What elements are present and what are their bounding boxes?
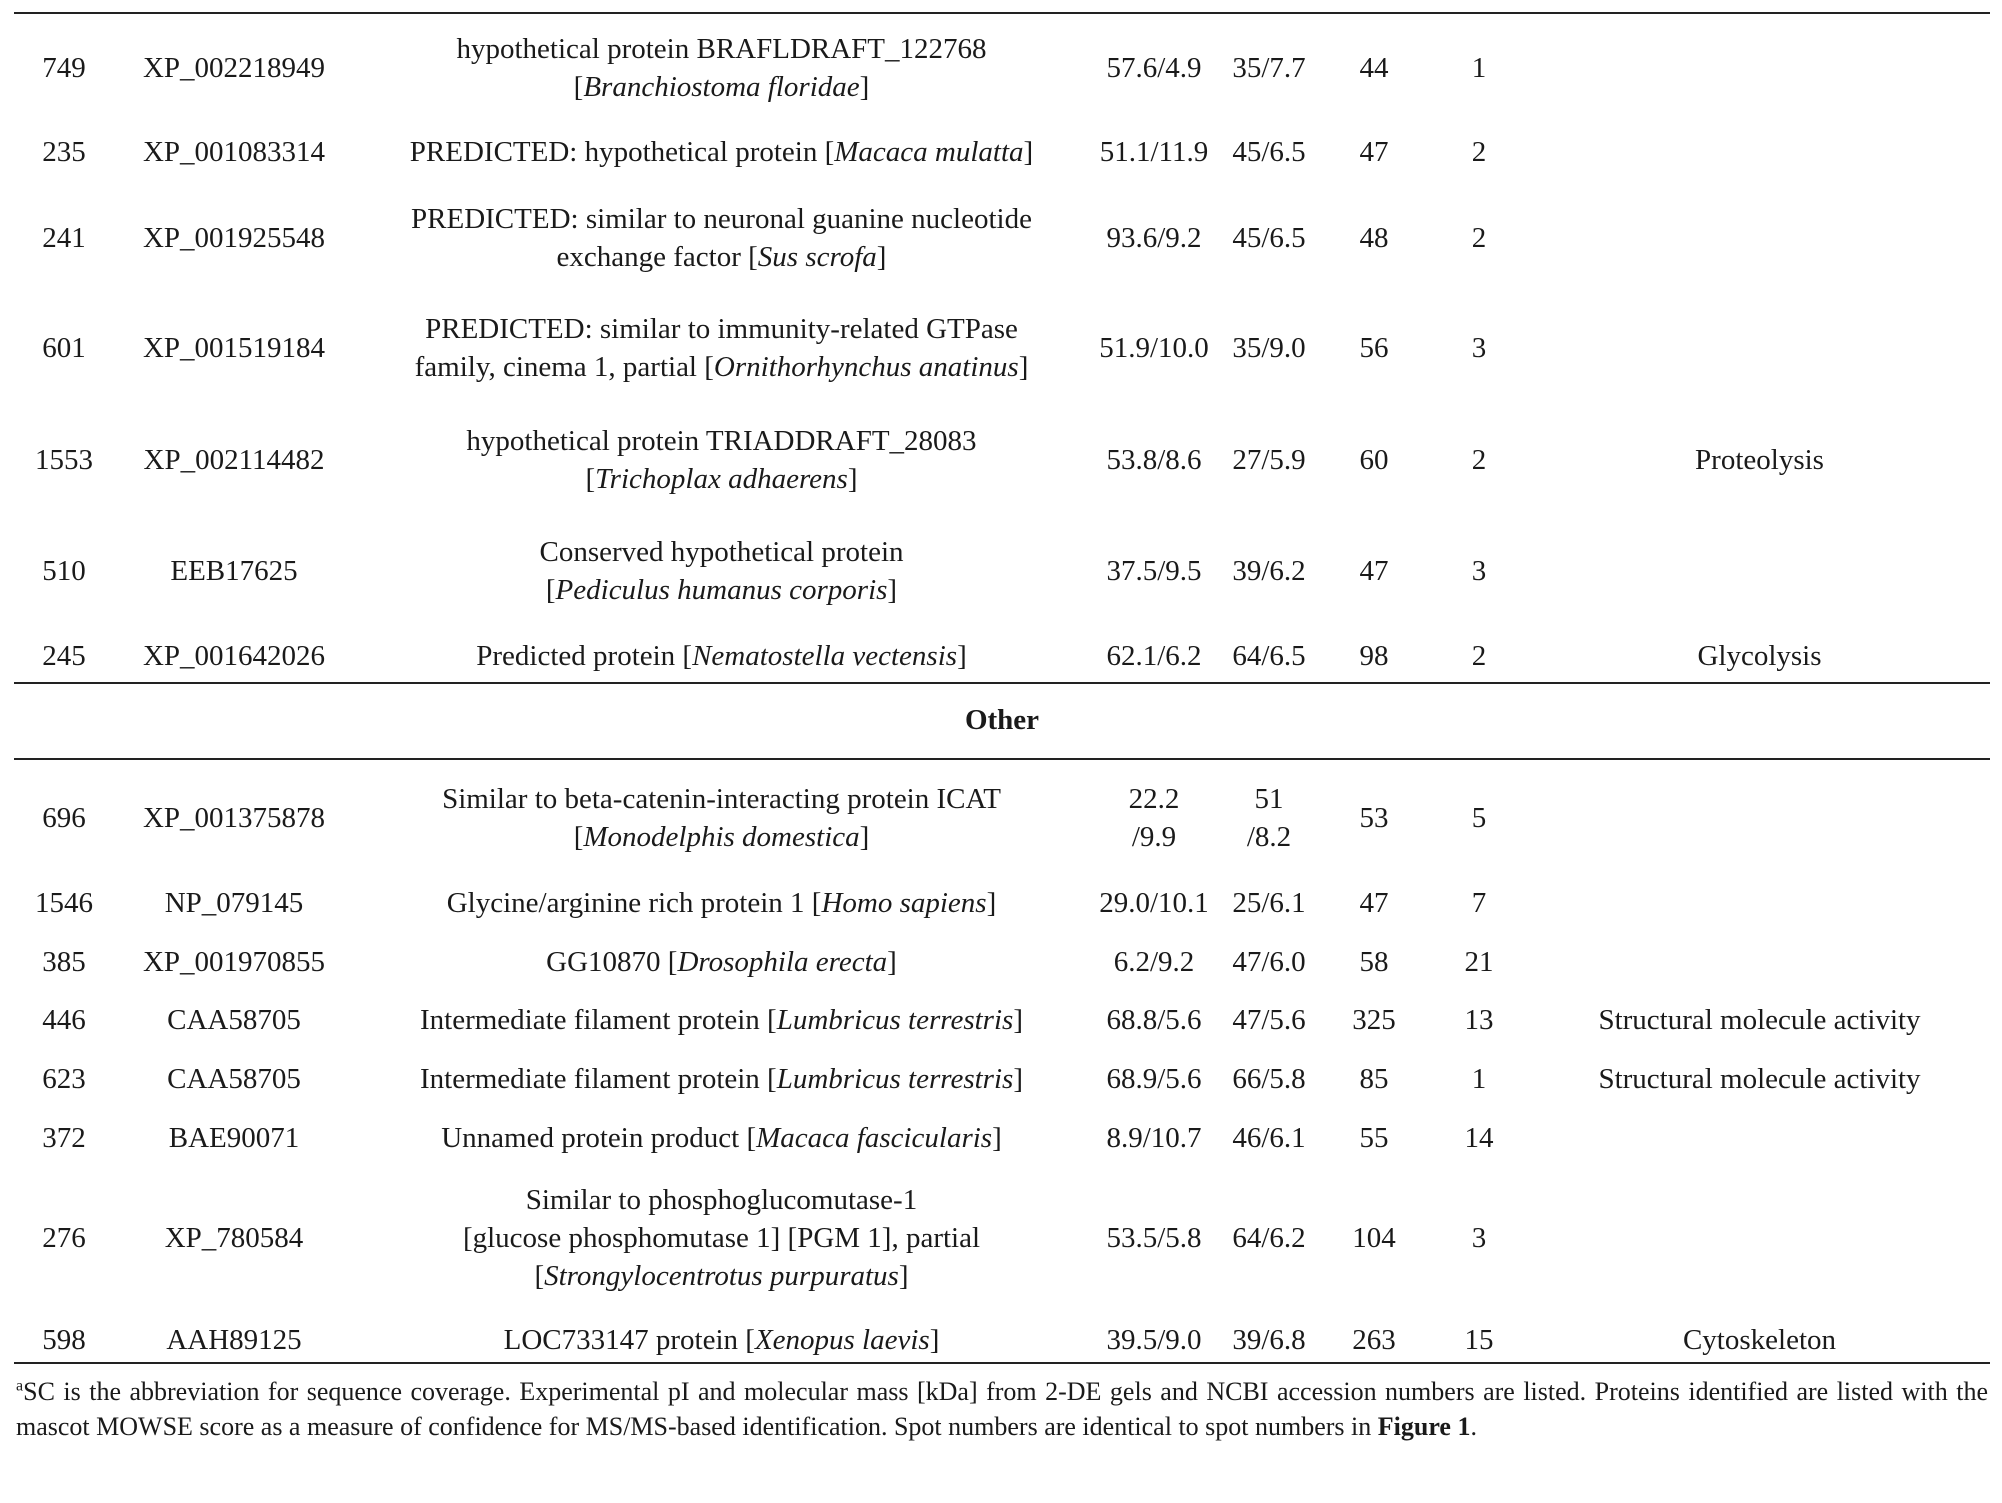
sequence-coverage: 5 (1471, 802, 1487, 834)
protein-name-line (415, 310, 1029, 348)
table-row (14, 28, 1990, 108)
protein-name-line (456, 30, 986, 68)
protein-name-text: [glucose phosphomutase 1] [PGM 1], partial (462, 1222, 981, 1254)
experimental-mw-pi: 51.9/10.0 (1099, 332, 1209, 364)
mowse-score: 53 (1359, 802, 1389, 834)
spot-number: 276 (42, 1222, 86, 1254)
theoretical-mw-pi-lines (1247, 780, 1291, 856)
function-category: Proteolysis (1695, 444, 1824, 476)
experimental-mw-pi-line: /9.9 (1131, 821, 1177, 853)
theoretical-mw-pi: 45/6.5 (1232, 136, 1306, 168)
protein-name-cell (354, 1315, 1089, 1365)
protein-name-cell (354, 1113, 1089, 1163)
section-rule-bottom (14, 758, 1990, 760)
experimental-mw-pi: 53.8/8.6 (1106, 444, 1202, 476)
protein-name-text: ] (887, 946, 897, 978)
protein-name-cell (354, 308, 1089, 388)
protein-name-text: ] (1013, 1004, 1023, 1036)
protein-name-cell (354, 631, 1089, 681)
function-category (1529, 122, 1990, 182)
mowse-score: 48 (1359, 222, 1389, 254)
spot-number: 598 (42, 1324, 86, 1356)
function-category (1529, 531, 1990, 611)
sequence-coverage: 2 (1471, 136, 1487, 168)
protein-name-text: PREDICTED: hypothetical protein [ (409, 136, 835, 168)
accession-number: AAH89125 (166, 1324, 302, 1356)
theoretical-mw-pi: 45/6.5 (1232, 222, 1306, 254)
table-row (14, 1113, 1990, 1163)
protein-name-line (466, 422, 976, 460)
experimental-mw-pi: 8.9/10.7 (1106, 1122, 1202, 1154)
function-category: Glycolysis (1697, 640, 1822, 672)
accession-number: XP_001519184 (142, 332, 326, 364)
protein-name-line (442, 818, 1001, 856)
table-row (14, 1183, 1990, 1293)
function-category: Structural molecule activity (1598, 1004, 1921, 1036)
experimental-mw-pi: 6.2/9.2 (1113, 946, 1195, 978)
sequence-coverage: 3 (1471, 1222, 1487, 1254)
protein-name-text: GG10870 [ (546, 946, 678, 978)
accession-number: XP_001642026 (142, 640, 326, 672)
protein-name-line (463, 1219, 980, 1257)
sequence-coverage: 13 (1464, 1004, 1494, 1036)
protein-name-text: Intermediate filament protein [ (420, 1063, 777, 1095)
theoretical-mw-pi: 39/6.2 (1232, 555, 1306, 587)
protein-name-text: ] (847, 463, 858, 495)
protein-name-line (420, 1001, 1023, 1039)
protein-name (456, 30, 986, 106)
protein-name-text: [ (534, 1260, 545, 1292)
mowse-score: 47 (1359, 555, 1389, 587)
protein-name-text: ] (859, 821, 870, 853)
species-name: Strongylocentrotus purpuratus (544, 1260, 899, 1292)
protein-name-text: [ (573, 821, 584, 853)
accession-number: BAE90071 (168, 1122, 300, 1154)
protein-name-text: Intermediate filament protein [ (420, 1004, 777, 1036)
mowse-score: 60 (1359, 444, 1389, 476)
protein-name-cell (354, 420, 1089, 500)
protein-name-text: ] (1018, 351, 1029, 383)
accession-number: XP_001925548 (142, 222, 326, 254)
protein-name (504, 1321, 940, 1359)
protein-name (546, 943, 897, 981)
theoretical-mw-pi-line: /8.2 (1246, 821, 1292, 853)
accession-number: XP_002218949 (142, 52, 326, 84)
protein-name (466, 422, 976, 498)
accession-number: CAA58705 (167, 1004, 301, 1036)
theoretical-mw-pi: 47/6.0 (1232, 946, 1306, 978)
theoretical-mw-pi: 35/9.0 (1232, 332, 1306, 364)
protein-name-text: ] (1013, 1063, 1023, 1095)
species-name: Macaca mulatta (834, 136, 1024, 168)
protein-name (447, 884, 997, 922)
protein-name-text: exchange factor [ (556, 241, 758, 273)
protein-name-text: PREDICTED: similar to neuronal guanine nucleotide (411, 203, 1032, 235)
footnote-text: SC is the abbreviation for sequence coverage. Experimental pI and molecular mass [kDa] from 2-DE gels and NCBI accession numbers are listed. Proteins identified are listed with the mascot MOWSE score as a measure of confidence for MS/MS-based identification. Spot numbers are identical to spot numbers in (16, 1377, 1988, 1441)
accession-number: CAA58705 (167, 1063, 301, 1095)
sequence-coverage: 2 (1471, 444, 1487, 476)
protein-name-line (504, 1321, 940, 1359)
species-name: Monodelphis domestica (583, 821, 860, 853)
mowse-score: 263 (1352, 1324, 1396, 1356)
protein-name-cell (354, 122, 1089, 182)
protein-name-text: [ (545, 574, 556, 606)
mowse-score: 98 (1359, 640, 1389, 672)
footnote-marker: a (16, 1377, 24, 1395)
species-name: Sus scrofa (757, 241, 877, 273)
protein-name-line (442, 780, 1001, 818)
protein-name-text: [ (585, 463, 596, 495)
function-category: Structural molecule activity (1598, 1063, 1921, 1095)
theoretical-mw-pi-line: 51 (1254, 783, 1284, 815)
theoretical-mw-pi: 64/6.2 (1232, 1222, 1306, 1254)
spot-number: 1553 (35, 444, 93, 476)
accession-number: XP_001970855 (142, 946, 326, 978)
protein-name-line (456, 68, 986, 106)
protein-name-text: Conserved hypothetical protein (539, 536, 904, 568)
table-row (14, 1315, 1990, 1365)
protein-name (539, 533, 903, 609)
accession-number: XP_001083314 (142, 136, 326, 168)
experimental-mw-pi (1089, 778, 1219, 858)
protein-name-line (476, 637, 966, 675)
protein-name-text: LOC733147 protein [ (503, 1324, 755, 1356)
theoretical-mw-pi: 64/6.5 (1232, 640, 1306, 672)
protein-name-text: Similar to phosphoglucomutase-1 (525, 1184, 918, 1216)
protein-name-text: Glycine/arginine rich protein 1 [ (446, 887, 822, 919)
protein-name (476, 637, 966, 675)
table-row (14, 778, 1990, 858)
experimental-mw-pi: 39.5/9.0 (1106, 1324, 1202, 1356)
sequence-coverage: 1 (1471, 1063, 1487, 1095)
spot-number: 372 (42, 1122, 86, 1154)
protein-name-line (411, 238, 1032, 276)
mowse-score: 47 (1359, 887, 1389, 919)
sequence-coverage: 7 (1471, 887, 1487, 919)
function-category (1529, 778, 1990, 858)
experimental-mw-pi: 93.6/9.2 (1106, 222, 1202, 254)
experimental-mw-pi: 62.1/6.2 (1106, 640, 1202, 672)
table-row (14, 1054, 1990, 1104)
protein-name-line (411, 200, 1032, 238)
species-name: Branchiostoma floridae (583, 71, 860, 103)
sequence-coverage: 2 (1471, 222, 1487, 254)
protein-name-cell (354, 28, 1089, 108)
function-category (1529, 1113, 1990, 1163)
table-row (14, 308, 1990, 388)
spot-number: 245 (42, 640, 86, 672)
mowse-score: 44 (1359, 52, 1389, 84)
mowse-score: 47 (1359, 136, 1389, 168)
protein-name-line (463, 1181, 980, 1219)
table-row (14, 198, 1990, 278)
protein-name (442, 780, 1001, 856)
accession-number: EEB17625 (170, 555, 298, 587)
mowse-score: 55 (1359, 1122, 1389, 1154)
theoretical-mw-pi (1219, 778, 1319, 858)
protein-name-cell (354, 937, 1089, 987)
spot-number: 1546 (35, 887, 93, 919)
spot-number: 510 (42, 555, 86, 587)
section-rule-top (14, 682, 1990, 684)
function-category (1529, 308, 1990, 388)
function-category (1529, 198, 1990, 278)
species-name: Xenopus laevis (754, 1324, 930, 1356)
sequence-coverage: 1 (1471, 52, 1487, 84)
protein-name-text: ] (929, 1324, 940, 1356)
protein-name-cell (354, 995, 1089, 1045)
protein-name-cell (354, 778, 1089, 858)
protein-name-cell (354, 1183, 1089, 1293)
protein-name-line (415, 348, 1029, 386)
protein-name-line (447, 884, 997, 922)
protein-name-text: ] (898, 1260, 909, 1292)
bottom-rule (14, 1362, 1990, 1364)
protein-name-line (539, 533, 903, 571)
species-name: Macaca fascicularis (756, 1122, 993, 1154)
sequence-coverage: 14 (1464, 1122, 1494, 1154)
species-name: Ornithorhynchus anatinus (713, 351, 1019, 383)
protein-name-text: Predicted protein [ (476, 640, 693, 672)
protein-name-cell (354, 198, 1089, 278)
accession-number: XP_001375878 (142, 802, 326, 834)
mowse-score: 58 (1359, 946, 1389, 978)
protein-name (415, 310, 1029, 386)
protein-name-line (466, 460, 976, 498)
table-row (14, 531, 1990, 611)
species-name: Drosophila erecta (677, 946, 888, 978)
protein-name-cell (354, 1054, 1089, 1104)
protein-name (420, 1001, 1023, 1039)
table-row (14, 878, 1990, 928)
sequence-coverage: 3 (1471, 555, 1487, 587)
protein-name-line (539, 571, 903, 609)
protein-name-text: ] (986, 887, 997, 919)
table-row (14, 937, 1990, 987)
spot-number: 241 (42, 222, 86, 254)
protein-name (411, 200, 1032, 276)
protein-name-text: Unnamed protein product [ (441, 1122, 757, 1154)
experimental-mw-pi: 68.9/5.6 (1106, 1063, 1202, 1095)
table-row (14, 631, 1990, 681)
sequence-coverage: 3 (1471, 332, 1487, 364)
theoretical-mw-pi: 27/5.9 (1232, 444, 1306, 476)
protein-name-text: ] (992, 1122, 1002, 1154)
table-row (14, 122, 1990, 182)
protein-name-line (420, 1060, 1023, 1098)
theoretical-mw-pi: 46/6.1 (1232, 1122, 1306, 1154)
function-category (1529, 1183, 1990, 1293)
protein-name-text: ] (859, 71, 870, 103)
footnote-figure-ref: Figure 1 (1377, 1412, 1471, 1441)
protein-name-text: hypothetical protein TRIADDRAFT_28083 (466, 425, 977, 457)
protein-name (441, 1119, 1002, 1157)
sequence-coverage: 2 (1471, 640, 1487, 672)
theoretical-mw-pi: 39/6.8 (1232, 1324, 1306, 1356)
mowse-score: 104 (1352, 1222, 1396, 1254)
protein-name-text: Similar to beta-catenin-interacting protein ICAT (442, 783, 1001, 815)
theoretical-mw-pi: 66/5.8 (1232, 1063, 1306, 1095)
protein-name-cell (354, 878, 1089, 928)
species-name: Trichoplax adhaerens (595, 463, 848, 495)
experimental-mw-pi: 51.1/11.9 (1099, 136, 1209, 168)
experimental-mw-pi: 53.5/5.8 (1106, 1222, 1202, 1254)
table-footnote (16, 1374, 1988, 1444)
accession-number: NP_079145 (164, 887, 304, 919)
experimental-mw-pi: 29.0/10.1 (1099, 887, 1209, 919)
protein-name-text: [ (573, 71, 584, 103)
spot-number: 235 (42, 136, 86, 168)
spot-number: 623 (42, 1063, 86, 1095)
experimental-mw-pi: 68.8/5.6 (1106, 1004, 1202, 1036)
protein-name-line (410, 133, 1033, 171)
function-category (1529, 878, 1990, 928)
experimental-mw-pi: 37.5/9.5 (1106, 555, 1202, 587)
protein-name-text: ] (1023, 136, 1034, 168)
top-rule (14, 12, 1990, 14)
protein-name-line (441, 1119, 1002, 1157)
experimental-mw-pi-line: 22.2 (1128, 783, 1180, 815)
protein-name-line (546, 943, 897, 981)
protein-name-text: hypothetical protein BRAFLDRAFT_122768 (456, 33, 987, 65)
spot-number: 385 (42, 946, 86, 978)
species-name: Lumbricus terrestris (776, 1063, 1014, 1095)
accession-number: XP_780584 (164, 1222, 304, 1254)
footnote-end: . (1470, 1412, 1477, 1441)
spot-number: 749 (42, 52, 86, 84)
protein-name-text: family, cinema 1, partial [ (414, 351, 714, 383)
accession-number: XP_002114482 (143, 444, 325, 476)
sequence-coverage: 15 (1464, 1324, 1494, 1356)
spot-number: 446 (42, 1004, 86, 1036)
function-category (1529, 937, 1990, 987)
species-name: Pediculus humanus corporis (555, 574, 888, 606)
theoretical-mw-pi: 47/5.6 (1232, 1004, 1306, 1036)
protein-name (410, 133, 1033, 171)
theoretical-mw-pi: 35/7.7 (1232, 52, 1306, 84)
protein-name (463, 1181, 980, 1295)
protein-name (420, 1060, 1023, 1098)
species-name: Lumbricus terrestris (776, 1004, 1014, 1036)
sequence-coverage: 21 (1464, 946, 1494, 978)
experimental-mw-pi-lines (1129, 780, 1180, 856)
protein-name-text: PREDICTED: similar to immunity-related GTPase (425, 313, 1018, 345)
protein-name-line (463, 1257, 980, 1295)
protein-name-text: ] (957, 640, 967, 672)
protein-name-cell (354, 531, 1089, 611)
species-name: Nematostella vectensis (692, 640, 958, 672)
section-title-other: Other (964, 704, 1040, 736)
protein-name-text: ] (876, 241, 887, 273)
protein-name-text: ] (887, 574, 898, 606)
spot-number: 601 (42, 332, 86, 364)
function-category: Cytoskeleton (1682, 1324, 1837, 1356)
table-row (14, 995, 1990, 1045)
function-category (1529, 28, 1990, 108)
table-row (14, 420, 1990, 500)
spot-number: 696 (42, 802, 86, 834)
mowse-score: 85 (1359, 1063, 1389, 1095)
mowse-score: 325 (1352, 1004, 1396, 1036)
experimental-mw-pi: 57.6/4.9 (1106, 52, 1202, 84)
theoretical-mw-pi: 25/6.1 (1232, 887, 1306, 919)
mowse-score: 56 (1359, 332, 1389, 364)
species-name: Homo sapiens (821, 887, 987, 919)
